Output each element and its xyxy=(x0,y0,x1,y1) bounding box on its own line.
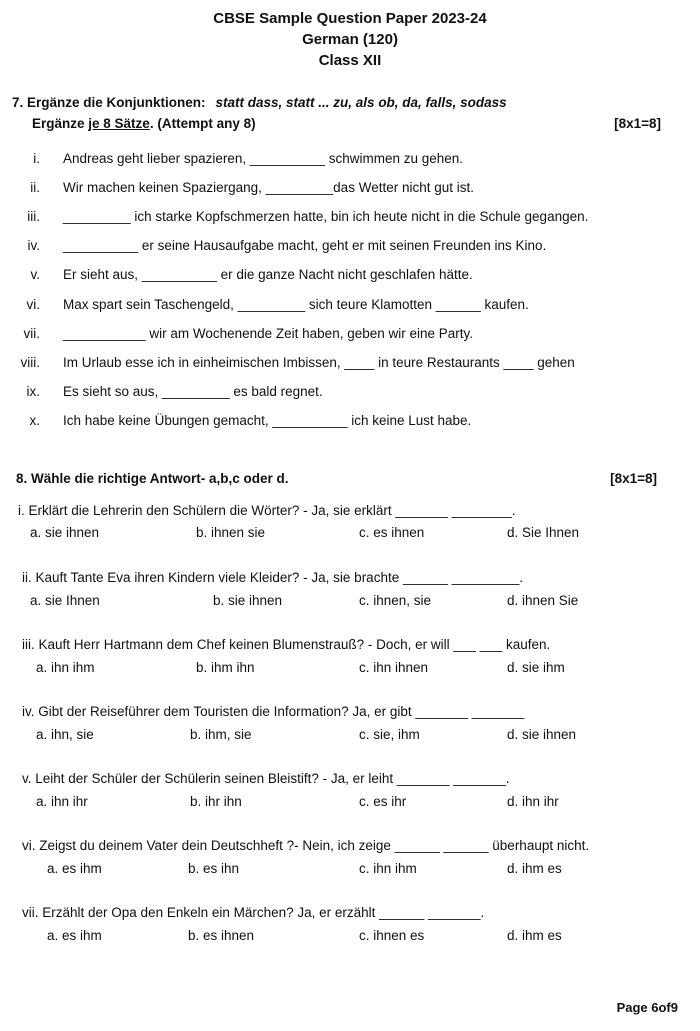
class-title: Class XII xyxy=(318,52,382,69)
item-number: v. xyxy=(30,267,40,282)
option-c: c. ihnen es xyxy=(359,928,425,943)
q8-options xyxy=(0,861,700,881)
item-text: Andreas geht lieber spazieren, __________ schwimmen zu gehen. xyxy=(63,151,464,166)
item-number: viii. xyxy=(20,355,40,370)
q8-question: vii. Erzählt der Opa den Enkeln ein Märchen? Ja, er erzählt ______ _______. xyxy=(22,905,485,920)
option-a: a. es ihm xyxy=(47,928,102,943)
option-c: c. ihn ihnen xyxy=(359,660,429,675)
option-d: d. ihm es xyxy=(507,928,562,943)
option-d: d. Sie Ihnen xyxy=(507,525,580,540)
item-text: Er sieht aus, __________ er die ganze Nacht nicht geschlafen hätte. xyxy=(63,267,473,282)
item-number: i. xyxy=(33,151,40,166)
paper-header xyxy=(0,8,700,71)
item-text: __________ er seine Hausaufgabe macht, geht er mit seinen Freunden ins Kino. xyxy=(63,238,547,253)
q8-marks: [8x1=8] xyxy=(610,471,657,486)
q8-options xyxy=(0,525,700,545)
subject-title: German (120) xyxy=(302,31,398,48)
item-number: x. xyxy=(29,413,40,428)
item-text: Max spart sein Taschengeld, _________ sich teure Klamotten ______ kaufen. xyxy=(63,297,529,312)
q8-question: ii. Kauft Tante Eva ihren Kindern viele Kleider? - Ja, sie brachte ______ _________. xyxy=(22,570,524,585)
q7-instr-pre: Ergänze xyxy=(32,116,89,131)
option-b: b. sie ihnen xyxy=(213,593,283,608)
q7-item xyxy=(0,413,700,433)
option-c: c. es ihr xyxy=(359,794,407,809)
option-d: d. sie ihnen xyxy=(507,727,577,742)
item-text: ___________ wir am Wochenende Zeit haben, geben wir eine Party. xyxy=(63,326,474,341)
option-c: c. sie, ihm xyxy=(359,727,420,742)
option-c: c. es ihnen xyxy=(359,525,425,540)
option-d: d. ihn ihr xyxy=(507,794,559,809)
option-a: a. ihn, sie xyxy=(36,727,94,742)
q7-item xyxy=(0,355,700,375)
option-d: d. sie ihm xyxy=(507,660,565,675)
option-a: a. es ihm xyxy=(47,861,102,876)
item-text: Wir machen keinen Spaziergang, _________das Wetter nicht gut ist. xyxy=(63,180,474,195)
q7-title xyxy=(12,95,507,110)
q8-options xyxy=(0,660,700,680)
item-text: Es sieht so aus, _________ es bald regnet. xyxy=(63,384,323,399)
option-c: c. ihn ihm xyxy=(359,861,417,876)
option-a: a. sie Ihnen xyxy=(30,593,100,608)
q8-options xyxy=(0,794,700,814)
q7-conjunctions: statt dass, statt ... zu, als ob, da, falls, sodass xyxy=(215,95,507,110)
item-text: _________ ich starke Kopfschmerzen hatte, bin ich heute nicht in die Schule gegangen. xyxy=(63,209,589,224)
option-a: a. ihn ihr xyxy=(36,794,88,809)
q7-heading: 7. Ergänze die Konjunktionen: xyxy=(12,95,206,110)
option-b: b. es ihn xyxy=(188,861,240,876)
q7-instruction xyxy=(32,116,256,131)
item-number: iii. xyxy=(27,209,40,224)
q7-item xyxy=(0,326,700,346)
page-number: Page 6of9 xyxy=(616,1000,678,1015)
item-number: vi. xyxy=(26,297,40,312)
q8-question: vi. Zeigst du deinem Vater dein Deutschheft ?- Nein, ich zeige ______ ______ überhaupt nicht. xyxy=(22,838,590,853)
q8-question: iii. Kauft Herr Hartmann dem Chef keinen Blumenstrauß? - Doch, er will ___ ___ kaufen. xyxy=(22,637,551,652)
item-number: ix. xyxy=(26,384,40,399)
q7-item xyxy=(0,209,700,229)
option-d: d. ihm es xyxy=(507,861,562,876)
q7-instr-post: . (Attempt any 8) xyxy=(149,116,256,131)
item-number: vii. xyxy=(23,326,40,341)
item-number: iv. xyxy=(27,238,40,253)
option-b: b. ihm, sie xyxy=(190,727,252,742)
q7-marks: [8x1=8] xyxy=(614,116,661,131)
q8-title: 8. Wähle die richtige Antwort- a,b,c oder d. xyxy=(16,471,289,486)
q8-options xyxy=(0,727,700,747)
item-text: Ich habe keine Übungen gemacht, __________ ich keine Lust habe. xyxy=(63,413,472,428)
option-b: b. ihr ihn xyxy=(190,794,242,809)
option-b: b. ihnen sie xyxy=(196,525,266,540)
option-d: d. ihnen Sie xyxy=(507,593,579,608)
item-text: Im Urlaub esse ich in einheimischen Imbissen, ____ in teure Restaurants ____ gehen xyxy=(63,355,575,370)
option-b: b. es ihnen xyxy=(188,928,255,943)
option-a: a. ihn ihm xyxy=(36,660,95,675)
q7-item xyxy=(0,267,700,287)
q7-item xyxy=(0,384,700,404)
paper-title: CBSE Sample Question Paper 2023-24 xyxy=(213,10,487,27)
q8-question: v. Leiht der Schüler der Schülerin seinen Bleistift? - Ja, er leiht _______ _______. xyxy=(22,771,510,786)
q8-options xyxy=(0,928,700,948)
q8-question: i. Erklärt die Lehrerin den Schülern die Wörter? - Ja, sie erklärt _______ ________. xyxy=(18,503,516,518)
option-b: b. ihm ihn xyxy=(196,660,255,675)
q7-instr-underlined: je 8 Sätze xyxy=(88,116,150,131)
q7-item xyxy=(0,238,700,258)
q7-item xyxy=(0,151,700,171)
q8-options xyxy=(0,593,700,613)
q7-item xyxy=(0,180,700,200)
option-c: c. ihnen, sie xyxy=(359,593,432,608)
option-a: a. sie ihnen xyxy=(30,525,100,540)
q8-question: iv. Gibt der Reiseführer dem Touristen die Information? Ja, er gibt _______ _______ xyxy=(22,704,525,719)
item-number: ii. xyxy=(30,180,40,195)
q7-item xyxy=(0,297,700,317)
